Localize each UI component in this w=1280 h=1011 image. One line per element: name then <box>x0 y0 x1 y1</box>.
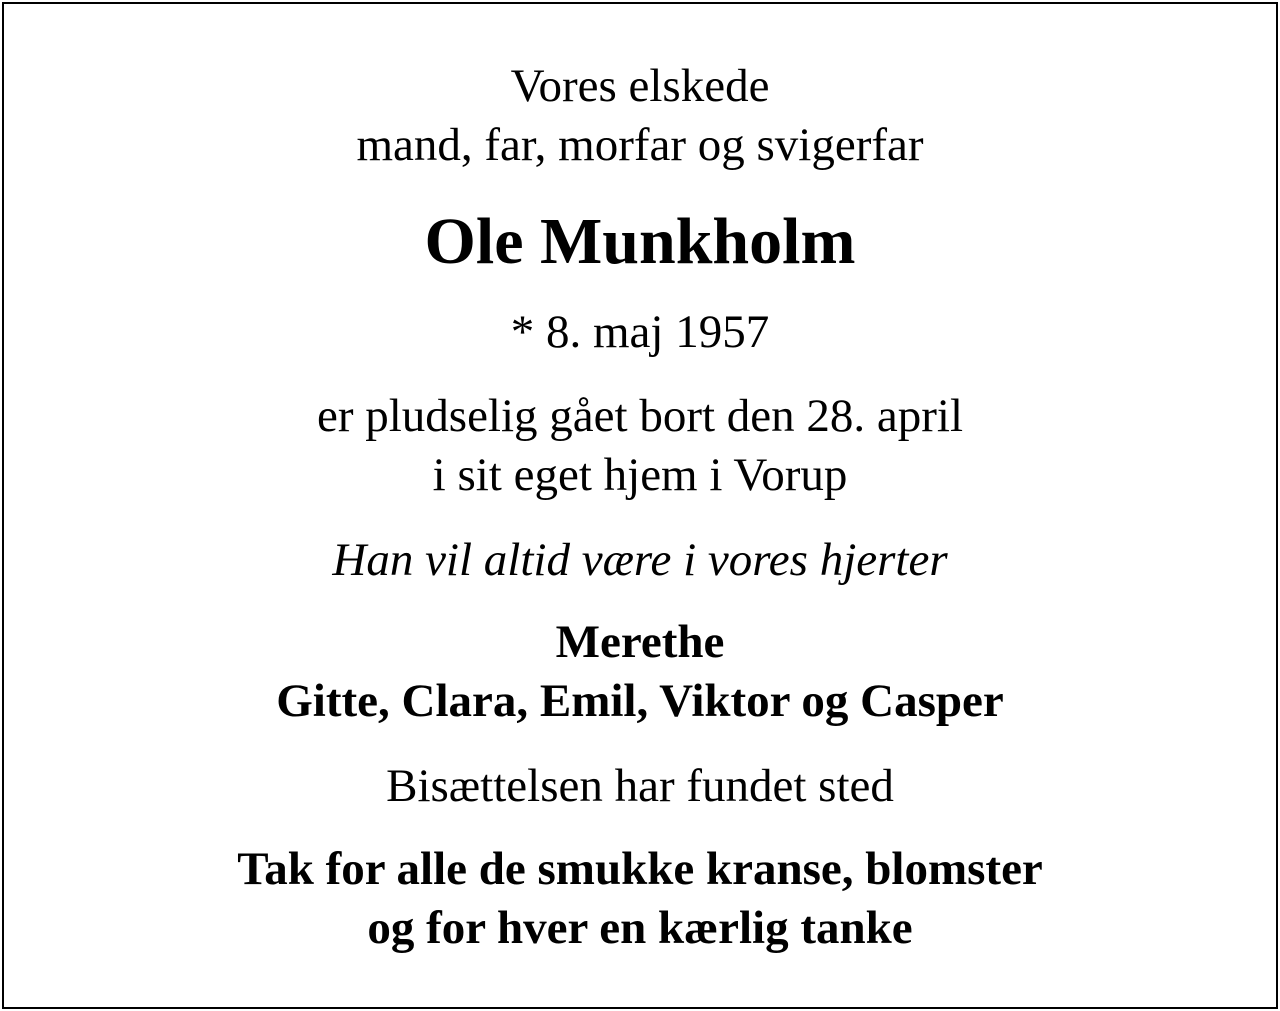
funeral-info: Bisættelsen har fundet sted <box>386 760 894 812</box>
birth-date: * 8. maj 1957 <box>510 306 770 358</box>
family-line-2: Gitte, Clara, Emil, Viktor og Casper <box>276 675 1004 727</box>
death-line-2: i sit eget hjem i Vorup <box>432 449 848 501</box>
death-line-1: er pludselig gået bort den 28. april <box>316 390 964 442</box>
intro-line-2: mand, far, morfar og svigerfar <box>356 119 924 171</box>
thanks-line-2: og for hver en kærlig tanke <box>367 902 913 954</box>
memorial-quote: Han vil altid være i vores hjerter <box>332 534 948 586</box>
intro-line-1: Vores elskede <box>510 60 770 112</box>
deceased-name: Ole Munkholm <box>424 205 856 278</box>
thanks-line-1: Tak for alle de smukke kranse, blomster <box>237 843 1043 895</box>
family-line-1: Merethe <box>555 616 725 668</box>
